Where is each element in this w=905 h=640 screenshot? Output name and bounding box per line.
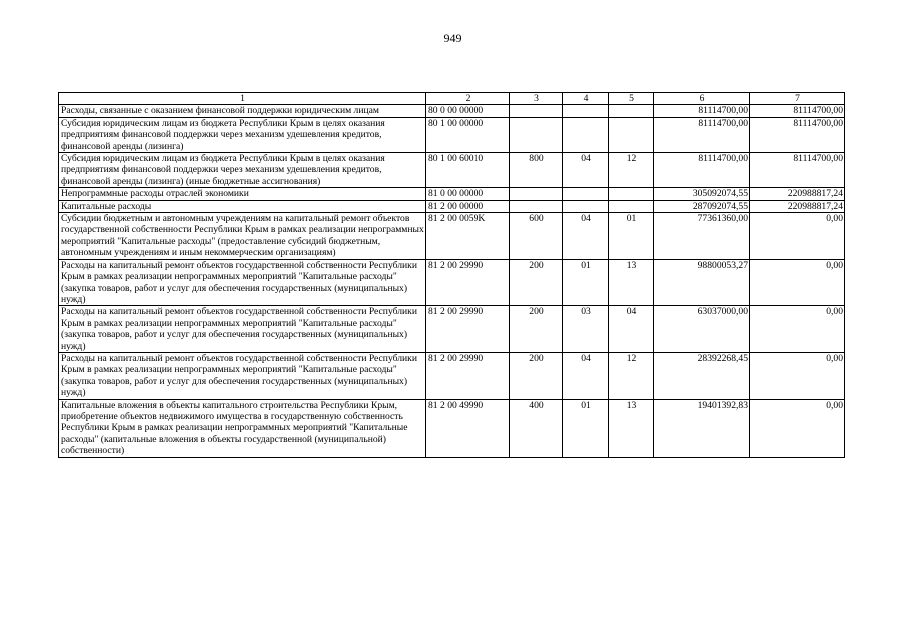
expense-description: Расходы на капитальный ремонт объектов государственной собственности Республики Крым в рамках реализации непрограммных мероприятий "Капитальные расходы" (закупка товаров, работ и услуг для обеспечения государственных (муниципальных) нужд) — [59, 306, 426, 353]
amount-column-6: 28392268,45 — [654, 352, 750, 399]
subsection-code: 13 — [609, 259, 654, 306]
section-code — [563, 200, 609, 212]
subsection-code: 01 — [609, 213, 654, 260]
section-code: 01 — [563, 399, 609, 457]
amount-column-6: 81114700,00 — [654, 105, 750, 117]
amount-column-6: 98800053,27 — [654, 259, 750, 306]
target-article-code: 80 1 00 60010 — [426, 153, 510, 188]
amount-column-7: 0,00 — [750, 213, 845, 260]
table-row — [59, 200, 845, 212]
expense-description: Расходы на капитальный ремонт объектов государственной собственности Республики Крым в рамках реализации непрограммных мероприятий "Капитальные расходы" (закупка товаров, работ и услуг для обеспечения государственных (муниципальных) нужд) — [59, 352, 426, 399]
subsection-code: 12 — [609, 153, 654, 188]
column-header-4: 4 — [563, 93, 609, 105]
amount-column-6: 63037000,00 — [654, 306, 750, 353]
section-code — [563, 188, 609, 200]
page-number: 949 — [443, 31, 462, 45]
target-article-code: 81 2 00 00000 — [426, 200, 510, 212]
expense-type-code: 600 — [510, 213, 563, 260]
table-row — [59, 105, 845, 117]
section-code — [563, 117, 609, 152]
amount-column-6: 19401392,83 — [654, 399, 750, 457]
section-code: 04 — [563, 213, 609, 260]
target-article-code: 81 2 00 29990 — [426, 259, 510, 306]
amount-column-7: 0,00 — [750, 306, 845, 353]
amount-column-7: 81114700,00 — [750, 153, 845, 188]
subsection-code — [609, 188, 654, 200]
amount-column-6: 77361360,00 — [654, 213, 750, 260]
target-article-code: 80 1 00 00000 — [426, 117, 510, 152]
target-article-code: 81 2 00 29990 — [426, 306, 510, 353]
section-code — [563, 105, 609, 117]
expense-type-code — [510, 117, 563, 152]
table-row — [59, 399, 845, 457]
target-article-code: 80 0 00 00000 — [426, 105, 510, 117]
subsection-code: 13 — [609, 399, 654, 457]
target-article-code: 81 2 00 29990 — [426, 352, 510, 399]
amount-column-6: 81114700,00 — [654, 153, 750, 188]
section-code: 04 — [563, 352, 609, 399]
expense-description: Расходы, связанные с оказанием финансовой поддержки юридическим лицам — [59, 105, 426, 117]
expense-description: Непрограммные расходы отраслей экономики — [59, 188, 426, 200]
column-header-6: 6 — [654, 93, 750, 105]
expense-type-code: 800 — [510, 153, 563, 188]
subsection-code — [609, 117, 654, 152]
column-number-row — [59, 93, 845, 105]
amount-column-6: 287092074,55 — [654, 200, 750, 212]
amount-column-6: 305092074,55 — [654, 188, 750, 200]
subsection-code: 12 — [609, 352, 654, 399]
expense-type-code: 200 — [510, 259, 563, 306]
expense-description: Расходы на капитальный ремонт объектов государственной собственности Республики Крым в рамках реализации непрограммных мероприятий "Капитальные расходы" (закупка товаров, работ и услуг для обеспечения государственных (муниципальных) нужд) — [59, 259, 426, 306]
amount-column-7: 81114700,00 — [750, 117, 845, 152]
amount-column-6: 81114700,00 — [654, 117, 750, 152]
amount-column-7: 0,00 — [750, 352, 845, 399]
subsection-code — [609, 105, 654, 117]
table-row — [59, 153, 845, 188]
section-code: 03 — [563, 306, 609, 353]
expense-type-code — [510, 105, 563, 117]
target-article-code: 81 0 00 00000 — [426, 188, 510, 200]
column-header-5: 5 — [609, 93, 654, 105]
section-code: 04 — [563, 153, 609, 188]
amount-column-7: 0,00 — [750, 259, 845, 306]
subsection-code — [609, 200, 654, 212]
table-row — [59, 352, 845, 399]
column-header-3: 3 — [510, 93, 563, 105]
amount-column-7: 0,00 — [750, 399, 845, 457]
amount-column-7: 81114700,00 — [750, 105, 845, 117]
expense-description: Субсидия юридическим лицам из бюджета Республики Крым в целях оказания предприятиям финансовой поддержки через механизм удешевления кредитов, финансовой аренды (лизинга) — [59, 117, 426, 152]
amount-column-7: 220988817,24 — [750, 200, 845, 212]
expense-type-code: 200 — [510, 352, 563, 399]
table-row — [59, 213, 845, 260]
expense-description: Капитальные вложения в объекты капитального строительства Республики Крым, приобретение объектов недвижимого имущества в государственную собственность Республики Крым в рамках реализации непрограммных мероприятий "Капитальные расходы" (капитальные вложения в объекты государственной (муниципальной) собственности) — [59, 399, 426, 457]
amount-column-7: 220988817,24 — [750, 188, 845, 200]
table-row — [59, 259, 845, 306]
subsection-code: 04 — [609, 306, 654, 353]
expense-description: Субсидии бюджетным и автономным учреждениям на капитальный ремонт объектов государственной собственности Республики Крым в рамках реализации непрограммных мероприятий "Капитальные расходы" (предоставление субсидий бюджетным, автономным учреждениям и иным некоммерческим организациям) — [59, 213, 426, 260]
column-header-7: 7 — [750, 93, 845, 105]
expense-description: Субсидия юридическим лицам из бюджета Республики Крым в целях оказания предприятиям финансовой поддержки через механизм удешевления кредитов, финансовой аренды (лизинга) (иные бюджетные ассигнования) — [59, 153, 426, 188]
expense-type-code: 400 — [510, 399, 563, 457]
table-row — [59, 188, 845, 200]
expense-type-code: 200 — [510, 306, 563, 353]
target-article-code: 81 2 00 49990 — [426, 399, 510, 457]
expense-type-code — [510, 188, 563, 200]
expense-description: Капитальные расходы — [59, 200, 426, 212]
expense-type-code — [510, 200, 563, 212]
budget-table — [58, 92, 845, 458]
target-article-code: 81 2 00 0059K — [426, 213, 510, 260]
section-code: 01 — [563, 259, 609, 306]
table-row — [59, 117, 845, 152]
table-row — [59, 306, 845, 353]
column-header-2: 2 — [426, 93, 510, 105]
column-header-1: 1 — [59, 93, 426, 105]
